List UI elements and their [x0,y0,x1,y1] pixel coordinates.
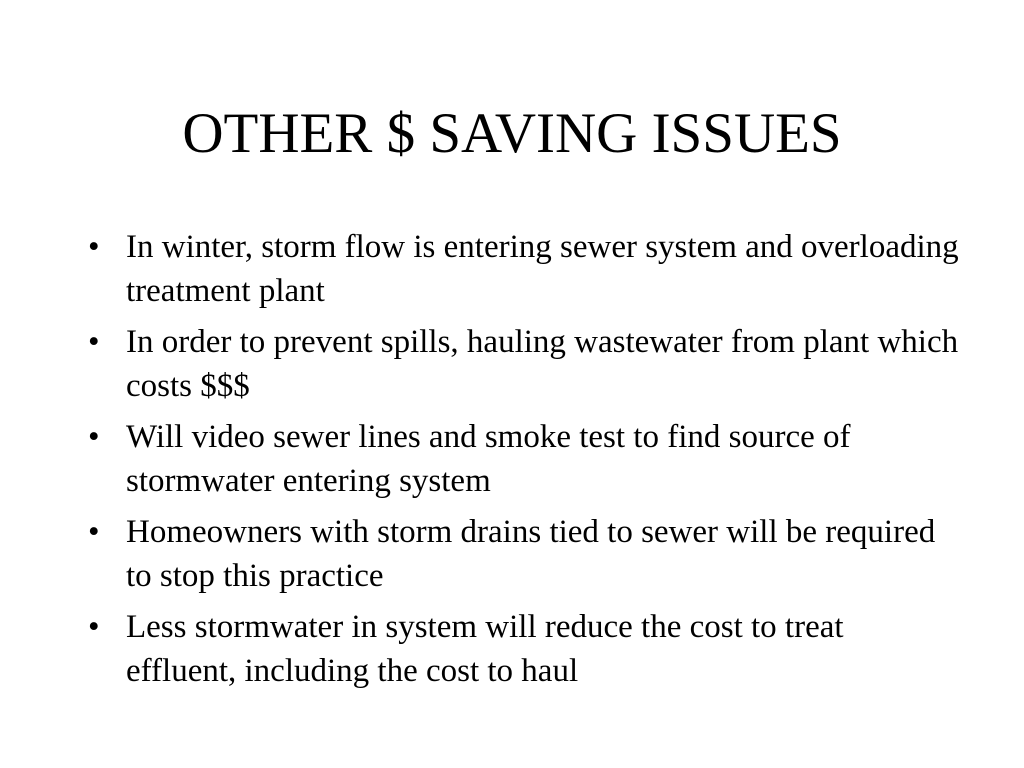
bullet-item [80,605,960,693]
bullet-icon: • [88,324,100,360]
bullet-list [80,225,960,700]
bullet-icon: • [88,419,100,455]
bullet-icon: • [88,514,100,550]
bullet-item [80,510,960,598]
bullet-icon: • [88,609,100,645]
slide-title: OTHER $ SAVING ISSUES [182,102,842,165]
bullet-text: Less stormwater in system will reduce the cost to treat effluent, including the cost to haul [126,609,844,689]
bullet-text: In order to prevent spills, hauling wastewater from plant which costs $$$ [126,324,959,404]
bullet-text: Homeowners with storm drains tied to sewer will be required to stop this practice [126,514,936,594]
bullet-text: Will video sewer lines and smoke test to find source of stormwater entering system [126,419,851,499]
bullet-item [80,225,960,313]
bullet-item [80,415,960,503]
bullet-icon: • [88,229,100,265]
bullet-item [80,320,960,408]
bullet-text: In winter, storm flow is entering sewer system and overloading treatment plant [126,229,959,309]
